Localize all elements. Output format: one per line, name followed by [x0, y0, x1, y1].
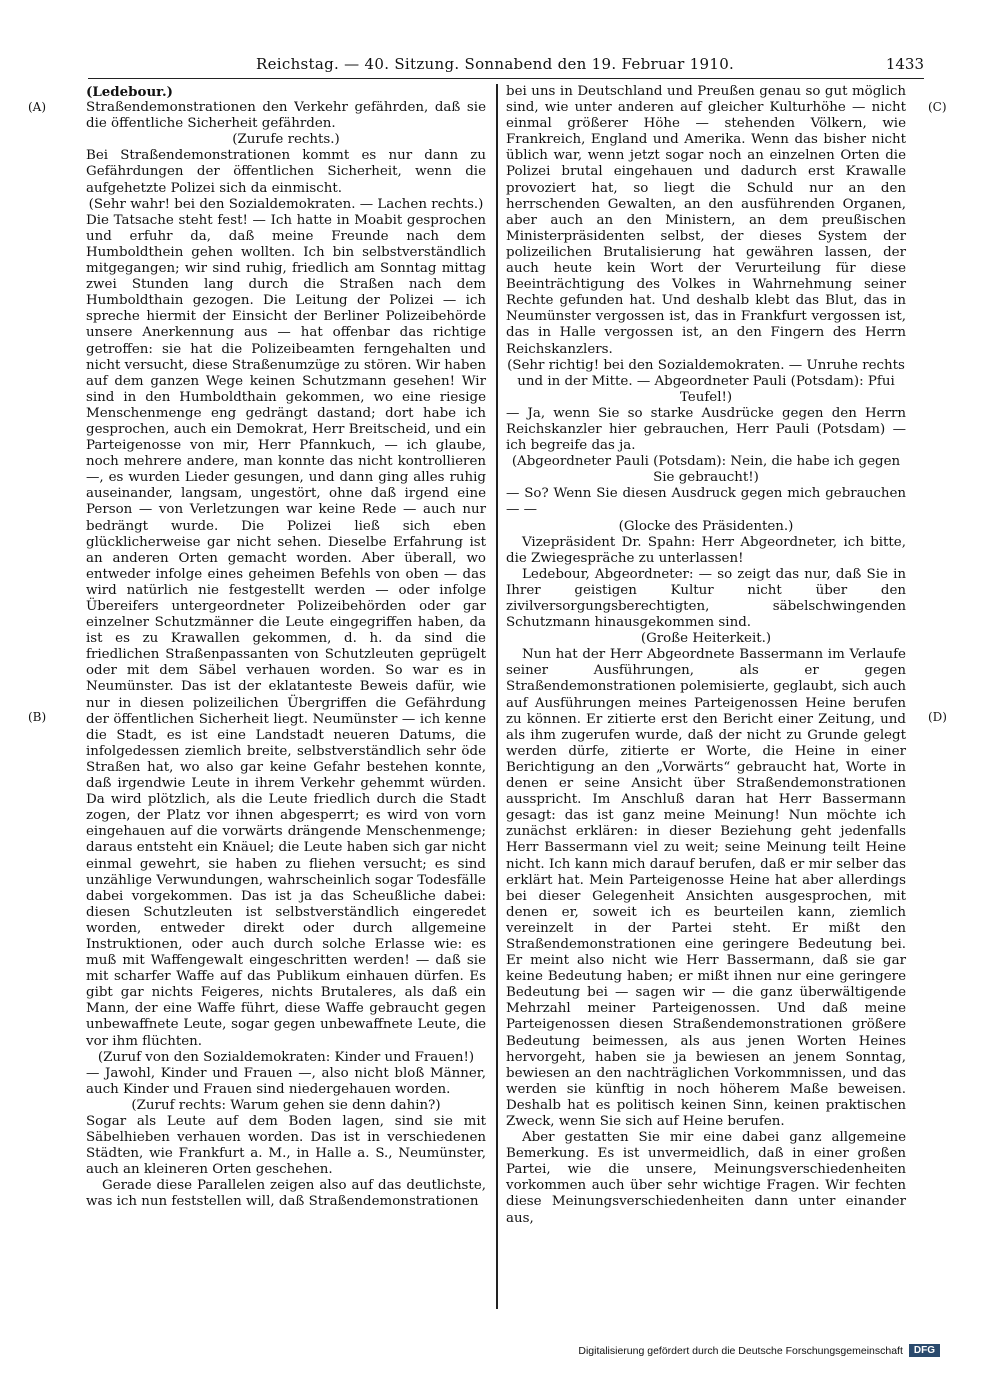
funding-note: Digitalisierung gefördert durch die Deutsche Forschungsgemeinschaft [578, 1344, 903, 1357]
page-number: 1433 [885, 55, 924, 73]
paragraph: (Sehr wahr! bei den Sozialdemokraten. — Lachen rechts.) [88, 196, 484, 212]
column-divider [496, 84, 498, 1309]
running-title: Reichstag. — 40. Sitzung. Sonnabend den 19. Februar 1910. [256, 55, 735, 73]
footer [578, 1344, 940, 1357]
paragraph: Aber gestatten Sie mir eine dabei ganz allgemeine Bemerkung. Es ist unvermeidlich, daß in einer großen Partei, wie die unsere, Meinungsverschiedenheiten vorkommen auch über sehr wichtige Fragen. Wir fechten diese Meinungsverschiedenheiten dann unter einander aus, [506, 1130, 906, 1226]
paragraph: (Zuruf von den Sozialdemokraten: Kinder und Frauen!) [97, 1049, 475, 1065]
paragraph: bei uns in Deutschland und Preußen genau so gut möglich sind, wie unter anderen auf gleicher Kulturhöhe — nicht einmal größerer Höhe — stehenden Völkern, wie Frankreich, England und Amerika. Wenn das bisher nicht üblich war, wenn jetzt sogar noch an einzelnen Orten die Polizei brutal eingehauen und dadurch erst Krawalle provoziert hat, so liegt die Schuld nur an den herrschenden Gewalten, an den ausführenden Organen, aber auch an den Ministern, an dem preußischen Ministerpräsidenten selbst, der dieses System der polizeilichen Brutalisierung hat gewähren lassen, der auch heute kein Wort der Verurteilung für diese Beeinträchtigung des Volkes in Wahrnehmung seiner Rechte gefunden hat. Und deshalb klebt das Blut, das in Neumünster vergossen ist, das in Frankfurt vergossen ist, das in Halle vergossen ist, an den Fingern des Herrn Reichskanzlers. [506, 84, 906, 357]
dfg-logo: DFG [909, 1344, 940, 1357]
paragraph: — Ja, wenn Sie so starke Ausdrücke gegen den Herrn Reichskanzler hier gebrauchen, Herr Pauli (Potsdam) — ich begreife das ja. [506, 405, 906, 454]
paragraph: Gerade diese Parallelen zeigen also auf das deutlichste, was ich nun feststellen will, daß Straßendemonstrationen [86, 1178, 486, 1210]
paragraph: (Sehr richtig! bei den Sozialdemokraten. — Unruhe rechts und in der Mitte. — Abgeordneter Pauli (Potsdam): Pfui Teufel!) [507, 357, 905, 405]
paragraph: — Jawohl, Kinder und Frauen —, also nicht bloß Männer, auch Kinder und Frauen sind niedergehauen worden. [86, 1065, 486, 1097]
paragraph: Sogar als Leute auf dem Boden lagen, sind sie mit Säbelhieben verhauen worden. Das ist in verschiedenen Städten, wie Frankfurt a. M., in Halle a. S., Neumünster, auch an kleineren Orten geschehen. [86, 1114, 486, 1178]
paragraph: (Abgeordneter Pauli (Potsdam): Nein, die habe ich gegen Sie gebraucht!) [511, 454, 901, 486]
paragraph: Nun hat der Herr Abgeordnete Bassermann im Verlaufe seiner Ausführungen, als er gegen Straßendemonstrationen polemisierte, geglaubt, sich auch auf Ausführungen meines Parteigenossen Heine berufen zu können. Er zitierte erst den Bericht einer Zeitung, und als ihm zugerufen wurde, daß der nicht zu Grunde gelegt werden dürfe, zitierte er Worte, die Heine in einer Berichtigung an den „Vorwärts“ gebraucht hat, Worte in denen er seine Ansicht über Straßendemonstrationen ausspricht. Im Anschluß daran hat Herr Bassermann gesagt: das ist ganz meine Meinung! Nun möchte ich zunächst erklären: in dieser Beziehung geht jedenfalls Herr Bassermann viel zu weit; seine Meinung teilt Heine nicht. Ich kann mich darauf berufen, daß er mir selber das erklärt hat. Mein Parteigenosse Heine hat aber allerdings bei dieser Gelegenheit Ansichten ausgesprochen, mit denen er, soweit ich es beurteilen kann, ziemlich vereinzelt in der Partei steht. Er mißt den Straßendemonstrationen eine geringere Bedeutung bei. Er meint also nicht wie Herr Bassermann, daß sie gar keine Bedeutung haben; er mißt ihnen nur eine geringere Bedeutung bei — sagen wir — die ganz überwältigende Mehrzahl meiner Parteigenossen. Und daß meine Parteigenossen diesen Straßendemonstrationen größere Bedeutung beimessen, als aus jenen Worten Heines hervorgeht, haben sie ja bewiesen an jenem Sonntag, bewiesen an den nachträglichen Vorkommnissen, und das werden sie künftig in noch höherem Maße beweisen. Deshalb hat es politisch keinen Sinn, keinen praktischen Zweck, wenn Sie sich auf Heine berufen. [506, 647, 906, 1129]
left-column [86, 84, 486, 1211]
paragraph: Vizepräsident Dr. Spahn: Herr Abgeordneter, ich bitte, die Zwiegespräche zu unterlassen! [506, 534, 906, 566]
margin-marker-b: (B) [28, 710, 47, 724]
paragraph: (Ledebour.) [86, 84, 174, 100]
right-column [506, 84, 906, 1227]
margin-marker-a: (A) [28, 100, 47, 114]
margin-marker-d: (D) [928, 710, 947, 724]
margin-marker-c: (C) [928, 100, 947, 114]
paragraph: Ledebour, Abgeordneter: — so zeigt das nur, daß Sie in Ihrer geistigen Kultur nicht über den zivilversorgungsberechtigten, säbelschwingenden Schutzmann hinausgekommen sind. [506, 566, 906, 631]
paragraph: — So? Wenn Sie diesen Ausdruck gegen mich gebrauchen — — [506, 486, 906, 518]
paragraph: (Zurufe rechts.) [232, 132, 340, 148]
paragraph: Die Tatsache steht fest! — Ich hatte in Moabit gesprochen und erfuhr da, daß meine Freunde nach dem Humboldthein gehen wollten. Ich bin selbstverständlich mitgegangen; wir sind ruhig, friedlich am Sonntag mittag zwei Stunden lang durch die Straßen nach dem Humboldthain gezogen. Die Leitung der Polizei — ich spreche hiermit der Einsicht der Berliner Polizeibehörde unsere Anerkennung aus — hat offenbar das richtige getroffen: sie hat die Polizeibeamten ferngehalten und nicht versucht, diese Straßenumzüge zu stören. Wir haben auf dem ganzen Wege keinen Schutzmann gesehen! Wir sind in den Humboldthain gekommen, wo eine riesige Menschenmenge eng gedrängt dastand; dort habe ich gesprochen, auch ein Demokrat, Herr Breitscheid, und ein Parteigenosse von mir, Herr Pfannkuch, — ich glaube, noch mehrere andere, man konnte das nicht kontrollieren —, es wurden Lieder gesungen, und dann ging alles ruhig auseinander, langsam, ungestört, ohne daß irgend eine Person — von Verletzungen war keine Rede — auch nur bedrängt wurde. Die Polizei ließ sich eben glücklicherweise gar nicht sehen. Dieselbe Erfahrung ist an anderen Orten gemacht worden. Aber überall, wo entweder infolge eines geheimen Befehls von oben — das wird natürlich nie festgestellt werden — oder infolge Übereifers untergeordneter Polizeibehörden oder gar einzelner Schutzmänner die Leute eingegriffen haben, da ist es zu Krawallen gekommen, d. h. da sind die friedlichen Straßenpassanten von Schutzleuten geprügelt oder mit dem Säbel verhauen worden. So war es in Neumünster. Das ist der eklatanteste Beweis dafür, wie nur in diesen polizeilichen Übergriffen die Gefährdung der öffentlichen Sicherheit liegt. Neumünster — ich kenne die Stadt, es ist eine Landstadt neueren Datums, die infolgedessen ziemlich breite, selbstverständlich sehr öde Straßen hat, wo also gar keine Gefahr bestehen konnte, daß irgendwie Leute in ihrem Verkehr gehemmt würden. Da wird plötzlich, als die Leute friedlich durch die Stadt zogen, der Platz vor ihnen abgesperrt; es wird von vorn eingehauen auf die vorwärts drängende Menschenmenge; daraus entsteht ein Knäuel; die Leute haben sich gar nicht einmal gewehrt, sie haben zu fliehen versucht; es sind unzählige Verwundungen, wahrscheinlich sogar Todesfälle dabei vorgekommen. Das ist ja das Scheußliche dabei: diesen Schutzleuten ist selbstverständlich eingeredet worden, entweder direkt oder durch allgemeine Instruktionen, oder auch durch solche Erlasse wie: es muß mit Waffengewalt eingeschritten werden! — daß sie mit scharfer Waffe auf das Publikum einhauen dürfen. Es gibt gar nichts Feigeres, nichts Brutaleres, als daß ein Mann, der eine Waffe führt, diese Waffe gebraucht gegen unbewaffnete Leute, sogar gegen unbewaffnete Leute, die vor ihm flüchten. [86, 212, 486, 1049]
paragraph: (Glocke des Präsidenten.) [618, 518, 794, 534]
paragraph: (Große Heiterkeit.) [640, 631, 772, 647]
page-header [88, 52, 924, 79]
paragraph: Straßendemonstrationen den Verkehr gefährden, daß sie die öffentliche Sicherheit gefährden. [86, 100, 486, 132]
paragraph: Bei Straßendemonstrationen kommt es nur dann zu Gefährdungen der öffentlichen Sicherheit, wenn die aufgehetzte Polizei sich da einmischt. [86, 148, 486, 196]
paragraph: (Zuruf rechts: Warum gehen sie denn dahin?) [131, 1097, 441, 1113]
